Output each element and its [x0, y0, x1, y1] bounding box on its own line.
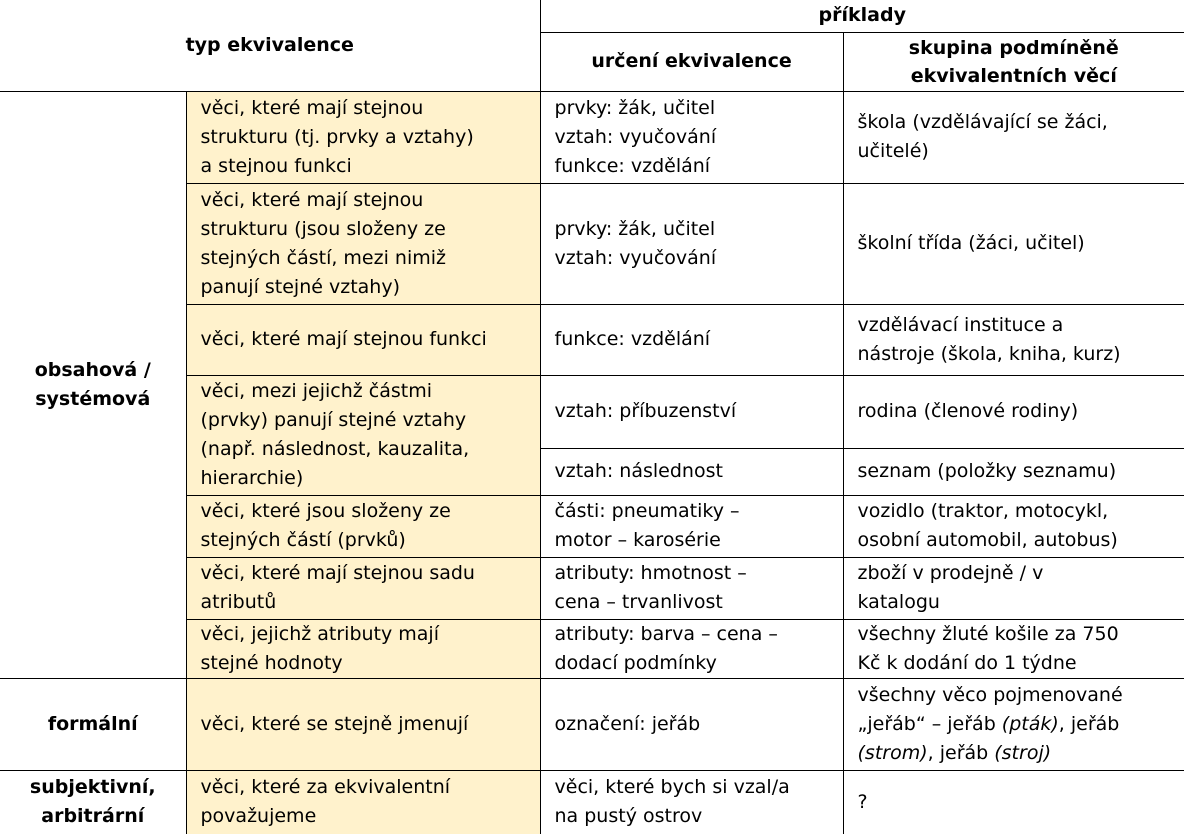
- cell-line: ?: [857, 790, 868, 813]
- type-cell: [186, 770, 540, 834]
- header-type-label: typ ekvivalence: [185, 33, 354, 56]
- cell-line: panují stejné vztahy): [200, 275, 400, 298]
- category-line: subjektivní,: [29, 776, 156, 799]
- type-cell: [186, 495, 540, 557]
- cell-line: atributy: barva – cena –: [554, 622, 778, 645]
- cell-line: věci, které mají stejnou: [200, 96, 424, 119]
- group-cell: [843, 375, 1184, 448]
- cell-line: školní třída (žáci, učitel): [857, 232, 1085, 254]
- cell-line: věci, které za ekvivalentní: [200, 776, 451, 799]
- determination-cell: [540, 448, 843, 495]
- type-cell: [186, 183, 540, 304]
- cell-line: [858, 710, 1184, 739]
- group-cell: [843, 495, 1184, 557]
- cell-line: věci, které mají stejnou: [200, 188, 424, 211]
- cell-line: všechny žluté košile za 750: [857, 622, 1119, 645]
- cell-line: vztah: příbuzenství: [554, 400, 737, 422]
- determination-cell: [540, 495, 843, 557]
- group-cell: [843, 557, 1184, 619]
- type-cell: [186, 91, 540, 183]
- category-subjective: [0, 770, 186, 834]
- category-line: systémová: [35, 387, 151, 410]
- cell-line: věci, které bych si vzal/a: [554, 776, 790, 799]
- category-line: arbitrární: [41, 805, 145, 828]
- group-cell: [843, 678, 1184, 770]
- category-line: obsahová /: [34, 358, 151, 381]
- table-row: [0, 678, 1184, 770]
- cell-line: považujeme: [200, 805, 317, 828]
- category-line: formální: [47, 712, 138, 735]
- cell-line: seznam (položky seznamu): [857, 460, 1117, 482]
- header-type: [0, 0, 540, 91]
- header-determination: [540, 32, 843, 91]
- group-cell: [843, 91, 1184, 183]
- type-cell: [186, 375, 540, 495]
- group-cell: [843, 304, 1184, 375]
- table-row: [0, 770, 1184, 834]
- header-determination-label: určení ekvivalence: [591, 50, 792, 72]
- cell-line: věci, které se stejně jmenují: [200, 712, 469, 735]
- cell-line: stejných částí (prvků): [200, 529, 406, 551]
- group-cell: [843, 448, 1184, 495]
- cell-line: osobní automobil, autobus): [857, 529, 1118, 551]
- type-cell: [186, 304, 540, 375]
- cell-line: vztah: následnost: [554, 460, 723, 482]
- cell-line: na pustý ostrov: [554, 805, 703, 828]
- cell-line: věci, jejichž atributy mají: [200, 622, 439, 645]
- cell-line: vzdělávací instituce a: [857, 313, 1064, 336]
- cell-line: věci, které jsou složeny ze: [200, 500, 451, 522]
- cell-line: cena – trvanlivost: [554, 591, 723, 613]
- cell-line: strukturu (tj. prvky a vztahy): [200, 125, 474, 148]
- group-cell: [843, 619, 1184, 678]
- cell-line: funkce: vzdělání: [554, 328, 711, 350]
- header-group: [843, 32, 1184, 91]
- header-examples-label: příklady: [818, 4, 906, 27]
- table-row: [0, 91, 1184, 183]
- determination-cell: [540, 91, 843, 183]
- text-run-italic: (stroj): [994, 741, 1052, 764]
- cell-line: stejných částí, mezi nimiž: [200, 246, 446, 269]
- cell-line: (např. následnost, kauzalita,: [200, 438, 470, 460]
- determination-cell: [540, 304, 843, 375]
- cell-line: věci, mezi jejichž částmi: [200, 380, 432, 402]
- text-run-italic: (strom): [857, 741, 928, 764]
- cell-line: učitelé): [857, 140, 929, 162]
- type-cell: [186, 678, 540, 770]
- type-cell: [186, 619, 540, 678]
- cell-line: části: pneumatiky –: [554, 500, 740, 522]
- cell-line: prvky: žák, učitel: [554, 217, 716, 240]
- cell-line: vztah: vyučování: [554, 125, 717, 148]
- cell-line: [858, 739, 1184, 768]
- cell-line: dodací podmínky: [554, 651, 717, 674]
- cell-line: vozidlo (traktor, motocykl,: [857, 500, 1109, 522]
- cell-line: prvky: žák, učitel: [554, 96, 716, 119]
- cell-line: atributy: hmotnost –: [554, 562, 747, 584]
- cell-line: věci, které mají stejnou sadu: [200, 562, 475, 584]
- cell-line: katalogu: [857, 591, 940, 613]
- header-examples: [540, 0, 1184, 32]
- text-run: , jeřáb: [1058, 712, 1120, 735]
- cell-line: funkce: vzdělání: [554, 154, 711, 177]
- cell-line: nástroje (škola, kniha, kurz): [857, 342, 1121, 365]
- text-run-italic: (pták): [1001, 712, 1059, 735]
- cell-line: (prvky) panují stejné vztahy: [200, 409, 467, 431]
- determination-cell: [540, 557, 843, 619]
- cell-line: motor – karosérie: [554, 529, 721, 551]
- header-group-line: skupina podmíněně: [908, 36, 1119, 59]
- cell-line: věci, které mají stejnou funkci: [200, 328, 487, 350]
- cell-line: atributů: [200, 591, 277, 613]
- text-run: „jeřáb“ – jeřáb: [857, 712, 1002, 735]
- type-cell: [186, 557, 540, 619]
- cell-line: zboží v prodejně / v: [857, 562, 1044, 584]
- cell-line: Kč k dodání do 1 týdne: [857, 651, 1077, 674]
- cell-line: škola (vzdělávající se žáci,: [857, 111, 1108, 133]
- determination-cell: [540, 678, 843, 770]
- cell-line: rodina (členové rodiny): [857, 400, 1079, 422]
- determination-cell: [540, 183, 843, 304]
- group-cell: [843, 770, 1184, 834]
- group-cell: [843, 183, 1184, 304]
- cell-line: vztah: vyučování: [554, 246, 717, 269]
- cell-line: a stejnou funkci: [200, 154, 352, 177]
- category-content: [0, 91, 186, 678]
- category-formal: [0, 678, 186, 770]
- cell-line: označení: jeřáb: [554, 712, 701, 735]
- text-run: , jeřáb: [927, 741, 995, 764]
- cell-line: všechny věco pojmenované: [857, 683, 1123, 706]
- cell-line: stejné hodnoty: [200, 651, 343, 674]
- determination-cell: [540, 619, 843, 678]
- cell-line: strukturu (jsou složeny ze: [200, 217, 446, 240]
- determination-cell: [540, 770, 843, 834]
- determination-cell: [540, 375, 843, 448]
- header-group-line: ekvivalentních věcí: [910, 64, 1117, 87]
- cell-line: hierarchie): [200, 467, 304, 489]
